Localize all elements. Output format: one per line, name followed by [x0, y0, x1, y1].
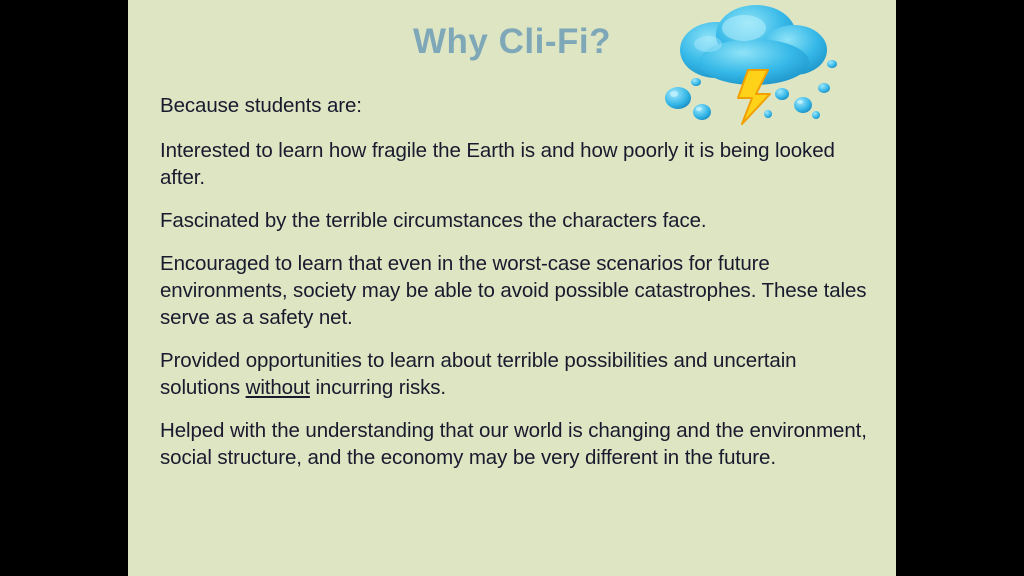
paragraph-provided-tail: incurring risks. [309, 376, 447, 400]
paragraph-intro: Because students are: [160, 94, 362, 117]
slide-canvas [128, 0, 896, 576]
paragraph-provided-emphasis: without [245, 376, 310, 400]
paragraph-fascinated: Fascinated by the terrible circumstances the characters face. [160, 209, 707, 233]
paragraph-encouraged: Encouraged to learn that even in the worst-case scenarios for future environments, society may be able to avoid possible catastrophes. These tales serve as a safety net. [160, 252, 867, 330]
paragraph-provided [160, 347, 872, 401]
paragraph-helped: Helped with the understanding that our world is changing and the environment, social structure, and the economy may be very different in the future. [160, 419, 867, 470]
page-title: Why Cli-Fi? [413, 22, 611, 61]
paragraph-provided-lead: Provided opportunities to learn about terrible possibilities and uncertain solutions [160, 349, 797, 400]
slide-body [160, 92, 872, 488]
paragraph-interested: Interested to learn how fragile the Earth is and how poorly it is being looked after. [160, 139, 835, 190]
